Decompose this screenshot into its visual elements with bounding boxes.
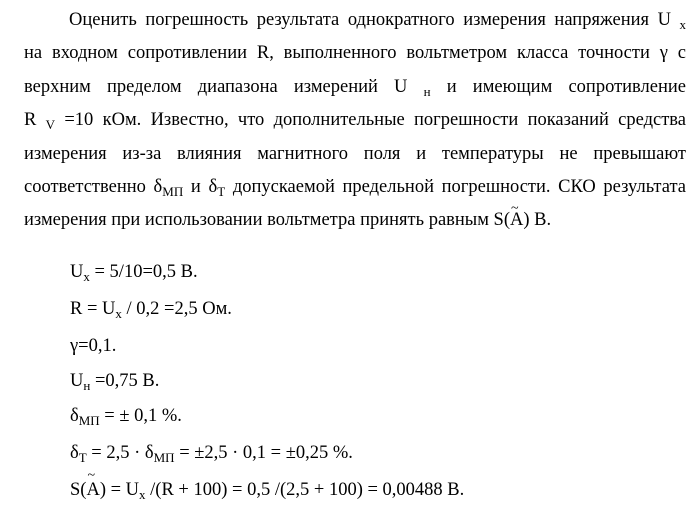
solution-ux: $U_x = 5/10=0,5$ В.: [70, 262, 198, 284]
problem-line-6: соответственно $\delta_{МП}$ и $\delta_Т$ допускаемой предельной погрешности. СКО результата: [24, 177, 687, 200]
problem-line-1: Оценить погрешность результата однократного измерения напряжения U $_x$: [69, 10, 686, 32]
solution-un: $U_н =0,75$ В.: [70, 371, 160, 393]
solution-r: $R = U_x / 0,2 =2,5$ Ом.: [70, 299, 232, 321]
problem-line-5: измерения из-за влияния магнитного поля и температуры не превышают: [24, 143, 686, 164]
problem-line-2: на входном сопротивлении R, выполненного вольтметром класса точности γ с: [24, 43, 686, 64]
problem-statement: [24, 4, 686, 238]
problem-line-4: R $_V$ =10 кОм. Известно, что дополнительные погрешности показаний средства: [24, 110, 687, 133]
solution-dmp: $\delta_{МП}$ = ± 0,1 %.: [70, 406, 182, 428]
solution-gamma: γ=0,1.: [70, 336, 117, 356]
problem-line-3: верхним пределом диапазона измерений U $_н$ и имеющим сопротивление: [24, 76, 687, 99]
solution-dt: $\delta_Т = 2,5 \cdot \delta_{МП} = \pm 2,5 \cdot 0,1 = \pm 0,25$ %.: [70, 443, 353, 465]
problem-line-7: измерения при использовании вольтметра принять равным S(~ A) В.: [24, 204, 686, 237]
solution-s: S(~ $A) = U_x$ /(R + 100) = 0,5 /(2,5 + 100) = 0,00488 В.: [70, 480, 464, 501]
